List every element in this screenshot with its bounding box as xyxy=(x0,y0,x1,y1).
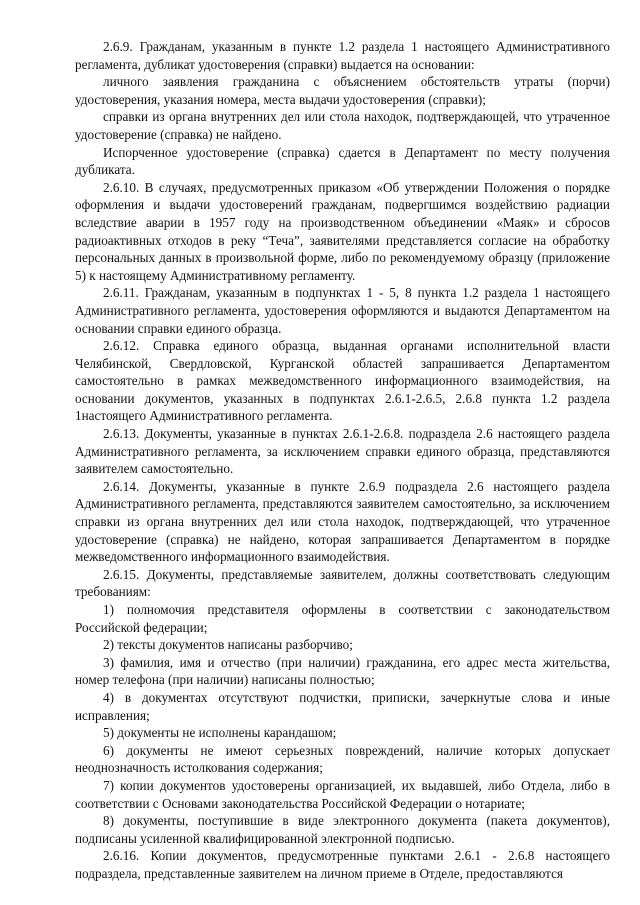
paragraph-2-6-15: 2.6.15. Документы, представляемые заявителем, должны соответствовать следующим требованиям: xyxy=(75,566,610,600)
requirement-item-5: 5) документы не исполнены карандашом; xyxy=(103,725,337,741)
paragraph-police-certificate: справки из органа внутренних дел или стола находок, подтверждающей, что утраченное удостоверение (справка) не найдено. xyxy=(75,109,610,142)
requirement-item-1: 1) полномочия представителя оформлены в соответствии с законодательством Российской федерации; xyxy=(75,602,610,635)
requirement-item-6: 6) документы не имеют серьезных повреждений, наличие которых допускает неоднозначность истолкования содержания; xyxy=(75,742,610,776)
requirement-item-4: 4) в документах отсутствуют подчистки, приписки, зачеркнутые слова и иные исправления; xyxy=(75,689,610,723)
paragraph-2-6-14: 2.6.14. Документы, указанные в пункте 2.6.9 подраздела 2.6 настоящего раздела Административного регламента, представляются заявителем самостоятельно, за исключением справки из органа внутренних дел или стола находок, подтверждающей, что утраченное удостоверение (справка) не найдено, которая запрашивается Департаментом в порядке межведомственного информационного взаимодействия. xyxy=(75,478,610,565)
paragraph-2-6-10: 2.6.10. В случаях, предусмотренных приказом «Об утверждении Положения о порядке оформления и выдачи удостоверений гражданам, подвергшимся воздействию радиации вследствие аварии в 1957 году на производственном объединении «Маяк» и сбросов радиоактивных отходов в реку “Теча”, заявителями представляется согласие на обработку персональных данных в произвольной форме, либо по рекомендуемому образцу (приложение 5) к настоящему Административному регламенту. xyxy=(75,179,610,283)
requirement-item-8: 8) документы, поступившие в виде электронного документа (пакета документов), подписаны усиленной квалифицированной электронной подписью. xyxy=(75,813,610,846)
requirement-item-2: 2) тексты документов написаны разборчиво; xyxy=(103,637,353,653)
paragraph-damaged-certificate: Испорченное удостоверение (справка) сдается в Департамент по месту получения дубликата. xyxy=(75,144,610,178)
paragraph-2-6-9: 2.6.9. Гражданам, указанным в пункте 1.2 раздела 1 настоящего Административного регламента, дубликат удостоверения (справки) выдается на основании: xyxy=(75,39,610,72)
paragraph-2-6-12: 2.6.12. Справка единого образца, выданная органами исполнительной власти Челябинской, Свердловской, Курганской областей запрашивается Департаментом самостоятельно в рамках межведомственного информационного взаимодействия, на основании документов, указанных в подпунктах 2.6.1-2.6.5, 2.6.8 пункта 1.2 раздела 1настоящего Административного регламента. xyxy=(75,338,610,424)
paragraph-2-6-13: 2.6.13. Документы, указанные в пунктах 2.6.1-2.6.8. подраздела 2.6 настоящего раздела Административного регламента, за исключением справки единого образца, представляются заявителем самостоятельно. xyxy=(75,426,610,477)
paragraph-personal-statement: личного заявления гражданина с объяснением обстоятельств утраты (порчи) удостоверения, указания номера, места выдачи удостоверения (справки); xyxy=(75,74,610,107)
requirement-item-3: 3) фамилия, имя и отчество (при наличии) гражданина, его адрес места жительства, номер телефона (при наличии) написаны полностью; xyxy=(75,654,610,688)
requirement-item-7: 7) копии документов удостоверены организацией, их выдавшей, либо Отдела, либо в соответствии с Основами законодательства Российской Федерации о нотариате; xyxy=(75,777,610,811)
paragraph-2-6-11: 2.6.11. Гражданам, указанным в подпунктах 1 - 5, 8 пункта 1.2 раздела 1 настоящего Административного регламента, удостоверения оформляются и выдаются Департаментом на основании справки единого образца. xyxy=(75,285,610,336)
paragraph-2-6-16: 2.6.16. Копии документов, предусмотренные пунктами 2.6.1 - 2.6.8 настоящего подраздела, представленные заявителем на личном приеме в Отделе, предоставляются xyxy=(75,848,610,881)
